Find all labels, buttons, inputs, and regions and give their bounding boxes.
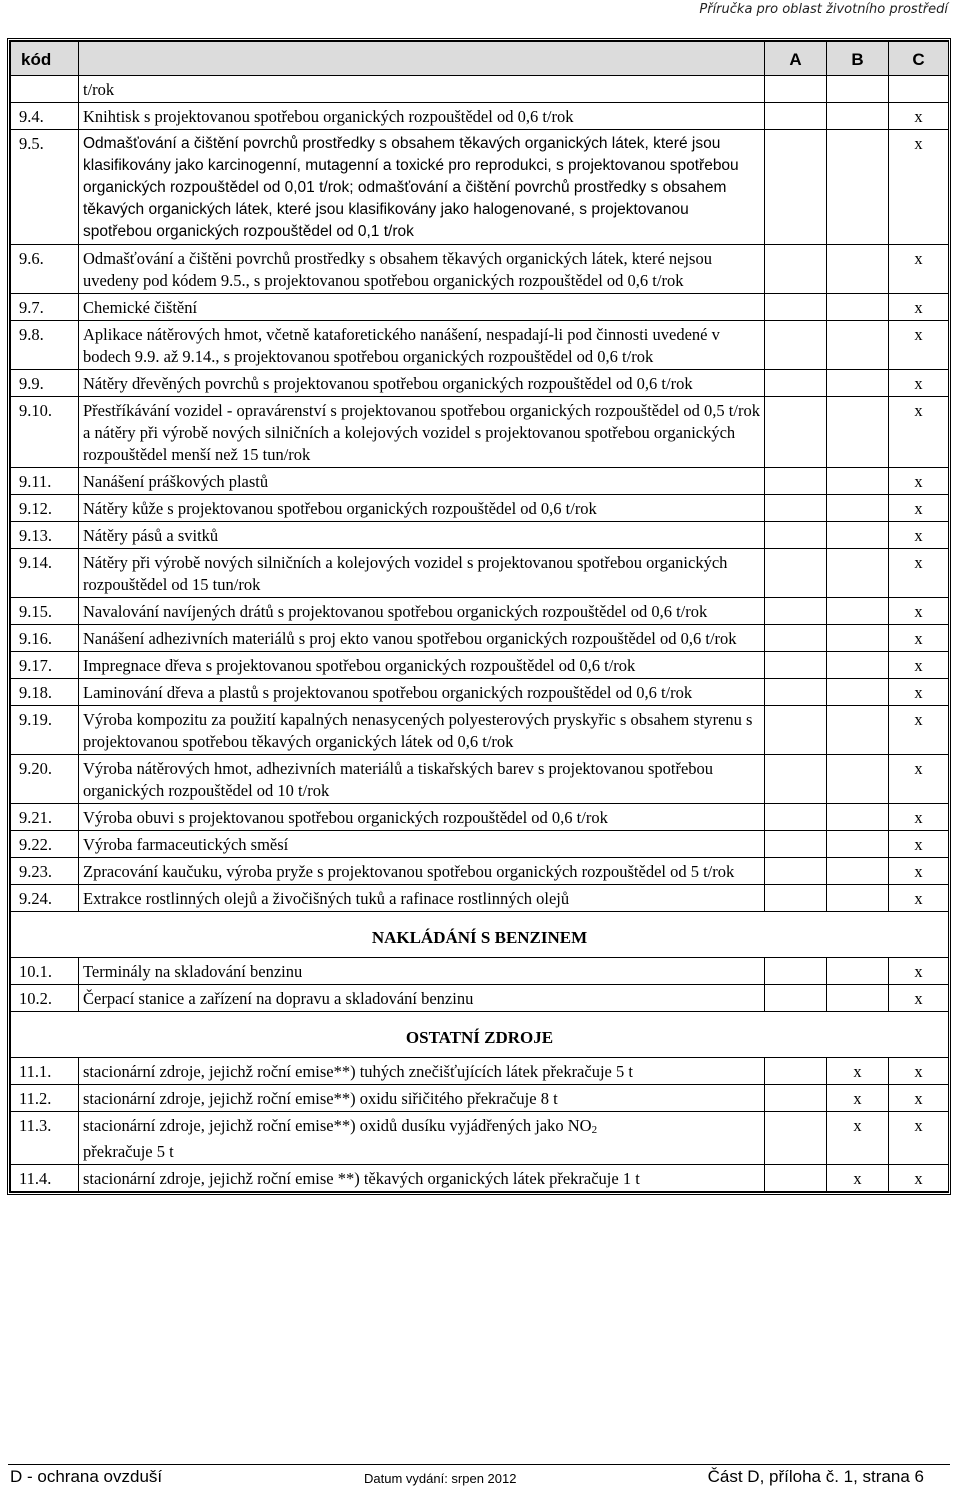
- row-mark-b: [827, 679, 889, 706]
- row-description: Přestříkávání vozidel - opravárenství s projektovanou spotřebou organických rozpouštědel od 0,5 t/rok a nátěry při výrobě nových silničních a kolejových vozidel s projektovanou spotřebou organických rozpouštědel menší než 15 tun/rok: [79, 397, 765, 468]
- row-code: 9.13.: [11, 522, 79, 549]
- row-description: Nanášení adhezivních materiálů s proj ekto vanou spotřebou organických rozpouštědel od 0,6 t/rok: [79, 625, 765, 652]
- row-mark-a: [765, 598, 827, 625]
- row-description: Impregnace dřeva s projektovanou spotřebou organických rozpouštědel od 0,6 t/rok: [79, 652, 765, 679]
- section-heading-row: [11, 912, 949, 958]
- row-description: Nátěry kůže s projektovanou spotřebou organických rozpouštědel od 0,6 t/rok: [79, 495, 765, 522]
- row-mark-b: [827, 885, 889, 912]
- row-code: 10.2.: [11, 985, 79, 1012]
- row-mark-b: [827, 831, 889, 858]
- table-row: [11, 370, 949, 397]
- table-row: [11, 706, 949, 755]
- row-mark-c: x: [889, 370, 949, 397]
- row-mark-b: [827, 370, 889, 397]
- row-mark-c: x: [889, 245, 949, 294]
- row-mark-c: x: [889, 804, 949, 831]
- row-description: stacionární zdroje, jejichž roční emise **) těkavých organických látek překračuje 1 t: [79, 1165, 765, 1192]
- row-description: Výroba farmaceutických směsí: [79, 831, 765, 858]
- row-description-tail: překračuje 5 t: [83, 1142, 174, 1161]
- row-mark-a: [765, 397, 827, 468]
- row-mark-b: x: [827, 1165, 889, 1192]
- row-mark-a: [765, 985, 827, 1012]
- row-code: 9.10.: [11, 397, 79, 468]
- row-mark-c: x: [889, 598, 949, 625]
- row-description: t/rok: [79, 76, 765, 103]
- row-mark-b: [827, 985, 889, 1012]
- row-mark-a: [765, 130, 827, 245]
- row-mark-b: [827, 495, 889, 522]
- row-mark-c: x: [889, 549, 949, 598]
- row-mark-c: x: [889, 958, 949, 985]
- row-description: Výroba obuvi s projektovanou spotřebou organických rozpouštědel od 0,6 t/rok: [79, 804, 765, 831]
- table-row: [11, 625, 949, 652]
- row-mark-b: [827, 598, 889, 625]
- row-mark-a: [765, 76, 827, 103]
- row-mark-c: x: [889, 1058, 949, 1085]
- row-mark-a: [765, 1165, 827, 1192]
- table-row: [11, 495, 949, 522]
- row-mark-c: x: [889, 495, 949, 522]
- row-mark-a: [765, 679, 827, 706]
- table-header-row: [11, 42, 949, 76]
- row-mark-c: x: [889, 755, 949, 804]
- row-mark-b: [827, 652, 889, 679]
- row-mark-a: [765, 294, 827, 321]
- row-description: Výroba nátěrových hmot, adhezivních materiálů a tiskařských barev s projektovanou spotřebou organických rozpouštědel od 10 t/rok: [79, 755, 765, 804]
- row-mark-b: [827, 706, 889, 755]
- row-description: Knihtisk s projektovanou spotřebou organických rozpouštědel od 0,6 t/rok: [79, 103, 765, 130]
- row-code: 9.12.: [11, 495, 79, 522]
- row-description: Aplikace nátěrových hmot, včetně kataforetického nanášení, nespadají-li pod činnosti uvedené v bodech 9.9. až 9.14., s projektovanou spotřebou organických rozpouštědel od 0,6 t/rok: [79, 321, 765, 370]
- row-mark-a: [765, 549, 827, 598]
- row-mark-c: x: [889, 985, 949, 1012]
- row-mark-c: x: [889, 831, 949, 858]
- row-mark-b: [827, 245, 889, 294]
- row-code: 9.9.: [11, 370, 79, 397]
- row-description: Laminování dřeva a plastů s projektovanou spotřebou organických rozpouštědel od 0,6 t/rok: [79, 679, 765, 706]
- footer-issue-date: Datum vydání: srpen 2012: [364, 1471, 517, 1486]
- table-row: [11, 958, 949, 985]
- row-description: Odmašťování a čištěni povrchů prostředky s obsahem těkavých organických látek, které nejsou uvedeny pod kódem 9.5., s projektovanou spotřebou organických rozpouštědel od 0,6 t/rok: [79, 245, 765, 294]
- table-row: [11, 321, 949, 370]
- row-code: 10.1.: [11, 958, 79, 985]
- column-header-description: [79, 42, 765, 76]
- row-code: 9.14.: [11, 549, 79, 598]
- row-code: 11.3.: [11, 1112, 79, 1165]
- row-code: 9.7.: [11, 294, 79, 321]
- row-description: Nátěry při výrobě nových silničních a kolejových vozidel s projektovanou spotřebou organických rozpouštědel od 15 tun/rok: [79, 549, 765, 598]
- row-description: Odmašťování a čištění povrchů prostředky s obsahem těkavých organických látek, které jsou klasifikovány jako karcinogenní, mutagenní a toxické pro reprodukci, s projektovanou spotřebou organických rozpouštědel od 0,01 t/rok; odmašťování a čištění povrchů prostředky s obsahem těkavých organických látek, které jsou klasifikovány jako halogenované, s projektovanou spotřebou organických rozpouštědel od 0,1 t/rok: [79, 130, 765, 245]
- page-footer: [8, 1464, 950, 1486]
- table-row: [11, 245, 949, 294]
- section-heading-row: [11, 1012, 949, 1058]
- row-mark-c: x: [889, 468, 949, 495]
- row-mark-a: [765, 885, 827, 912]
- row-description-subscript: 2: [591, 1124, 598, 1136]
- row-code: 9.19.: [11, 706, 79, 755]
- row-description: stacionární zdroje, jejichž roční emise**) oxidu siřičitého překračuje 8 t: [79, 1085, 765, 1112]
- table-row: [11, 468, 949, 495]
- row-mark-a: [765, 321, 827, 370]
- section-heading: OSTATNÍ ZDROJE: [11, 1012, 949, 1058]
- row-mark-b: [827, 321, 889, 370]
- row-code: 9.22.: [11, 831, 79, 858]
- row-mark-a: [765, 804, 827, 831]
- row-mark-c: x: [889, 1112, 949, 1165]
- row-mark-b: [827, 103, 889, 130]
- row-mark-b: x: [827, 1085, 889, 1112]
- row-description: Chemické čištění: [79, 294, 765, 321]
- table-row: [11, 1165, 949, 1192]
- row-code: 11.2.: [11, 1085, 79, 1112]
- row-mark-a: [765, 1085, 827, 1112]
- table-row: [11, 831, 949, 858]
- row-mark-b: [827, 294, 889, 321]
- row-mark-b: [827, 625, 889, 652]
- table-row: [11, 103, 949, 130]
- table-row: [11, 652, 949, 679]
- row-mark-b: [827, 958, 889, 985]
- row-mark-c: x: [889, 1165, 949, 1192]
- row-code: 9.23.: [11, 858, 79, 885]
- row-code: 9.11.: [11, 468, 79, 495]
- table-row: [11, 76, 949, 103]
- row-mark-c: x: [889, 625, 949, 652]
- row-code: 9.16.: [11, 625, 79, 652]
- row-mark-a: [765, 245, 827, 294]
- table-row: [11, 397, 949, 468]
- column-header-code: kód: [11, 42, 79, 76]
- row-mark-a: [765, 858, 827, 885]
- row-code: 11.1.: [11, 1058, 79, 1085]
- row-code: 9.15.: [11, 598, 79, 625]
- row-mark-b: [827, 522, 889, 549]
- table-row: [11, 804, 949, 831]
- row-code: 11.4.: [11, 1165, 79, 1192]
- row-mark-a: [765, 652, 827, 679]
- row-mark-b: [827, 468, 889, 495]
- row-description: Extrakce rostlinných olejů a živočišných tuků a rafinace rostlinných olejů: [79, 885, 765, 912]
- emission-sources-table: [10, 41, 949, 1192]
- row-mark-c: x: [889, 294, 949, 321]
- row-mark-b: [827, 76, 889, 103]
- row-mark-c: x: [889, 706, 949, 755]
- row-code: 9.20.: [11, 755, 79, 804]
- row-description: Nanášení práškových plastů: [79, 468, 765, 495]
- row-description: Výroba kompozitu za použití kapalných nenasycených polyesterových pryskyřic s obsahem styrenu s projektovanou spotřebou těkavých organických látek od 0,6 t/rok: [79, 706, 765, 755]
- table-row: [11, 1058, 949, 1085]
- table-body: [11, 76, 949, 1192]
- emission-sources-table-frame: [7, 38, 951, 1195]
- row-code: 9.4.: [11, 103, 79, 130]
- row-description: Navalování navíjených drátů s projektovanou spotřebou organických rozpouštědel od 0,6 t/rok: [79, 598, 765, 625]
- table-row: [11, 522, 949, 549]
- row-mark-a: [765, 370, 827, 397]
- row-code: 9.21.: [11, 804, 79, 831]
- row-mark-b: [827, 549, 889, 598]
- footer-section: D - ochrana ovzduší: [10, 1467, 163, 1486]
- row-code: [11, 76, 79, 103]
- table-row: [11, 549, 949, 598]
- row-mark-b: [827, 130, 889, 245]
- row-mark-a: [765, 706, 827, 755]
- row-mark-c: x: [889, 103, 949, 130]
- row-mark-a: [765, 468, 827, 495]
- row-mark-c: x: [889, 522, 949, 549]
- page-header-title: Příručka pro oblast životního prostředí: [699, 2, 948, 17]
- row-description: Čerpací stanice a zařízení na dopravu a skladování benzinu: [79, 985, 765, 1012]
- row-mark-c: x: [889, 652, 949, 679]
- table-row: [11, 1112, 949, 1165]
- row-description: Terminály na skladování benzinu: [79, 958, 765, 985]
- row-mark-a: [765, 522, 827, 549]
- table-row: [11, 755, 949, 804]
- footer-page-reference: Část D, příloha č. 1, strana 6: [707, 1467, 924, 1486]
- row-mark-b: [827, 804, 889, 831]
- row-mark-c: x: [889, 130, 949, 245]
- column-header-b: B: [827, 42, 889, 76]
- row-mark-c: [889, 76, 949, 103]
- row-mark-a: [765, 1058, 827, 1085]
- row-mark-b: [827, 755, 889, 804]
- row-description: Nátěry pásů a svitků: [79, 522, 765, 549]
- row-mark-c: x: [889, 321, 949, 370]
- row-code: 9.6.: [11, 245, 79, 294]
- row-code: 9.8.: [11, 321, 79, 370]
- row-code: 9.24.: [11, 885, 79, 912]
- table-row: [11, 294, 949, 321]
- row-mark-a: [765, 103, 827, 130]
- row-mark-a: [765, 495, 827, 522]
- row-mark-a: [765, 755, 827, 804]
- row-mark-b: [827, 397, 889, 468]
- table-row: [11, 130, 949, 245]
- table-row: [11, 679, 949, 706]
- table-row: [11, 598, 949, 625]
- row-mark-b: [827, 858, 889, 885]
- row-mark-c: x: [889, 397, 949, 468]
- column-header-a: A: [765, 42, 827, 76]
- row-description-text: stacionární zdroje, jejichž roční emise**) oxidů dusíku vyjádřených jako NO: [83, 1116, 592, 1135]
- table-row: [11, 885, 949, 912]
- row-mark-b: x: [827, 1112, 889, 1165]
- table-row: [11, 1085, 949, 1112]
- row-mark-c: x: [889, 858, 949, 885]
- table-row: [11, 858, 949, 885]
- row-description: stacionární zdroje, jejichž roční emise**) tuhých znečišťujících látek překračuje 5 t: [79, 1058, 765, 1085]
- row-mark-a: [765, 1112, 827, 1165]
- section-heading: NAKLÁDÁNÍ S BENZINEM: [11, 912, 949, 958]
- row-mark-a: [765, 625, 827, 652]
- row-mark-a: [765, 831, 827, 858]
- row-mark-c: x: [889, 1085, 949, 1112]
- row-description: Nátěry dřevěných povrchů s projektovanou spotřebou organických rozpouštědel od 0,6 t/rok: [79, 370, 765, 397]
- row-code: 9.5.: [11, 130, 79, 245]
- row-mark-b: x: [827, 1058, 889, 1085]
- row-code: 9.18.: [11, 679, 79, 706]
- row-mark-a: [765, 958, 827, 985]
- row-description: Zpracování kaučuku, výroba pryže s projektovanou spotřebou organických rozpouštědel od 5 t/rok: [79, 858, 765, 885]
- row-description: [79, 1112, 765, 1165]
- column-header-c: C: [889, 42, 949, 76]
- table-row: [11, 985, 949, 1012]
- row-code: 9.17.: [11, 652, 79, 679]
- row-mark-c: x: [889, 885, 949, 912]
- row-mark-c: x: [889, 679, 949, 706]
